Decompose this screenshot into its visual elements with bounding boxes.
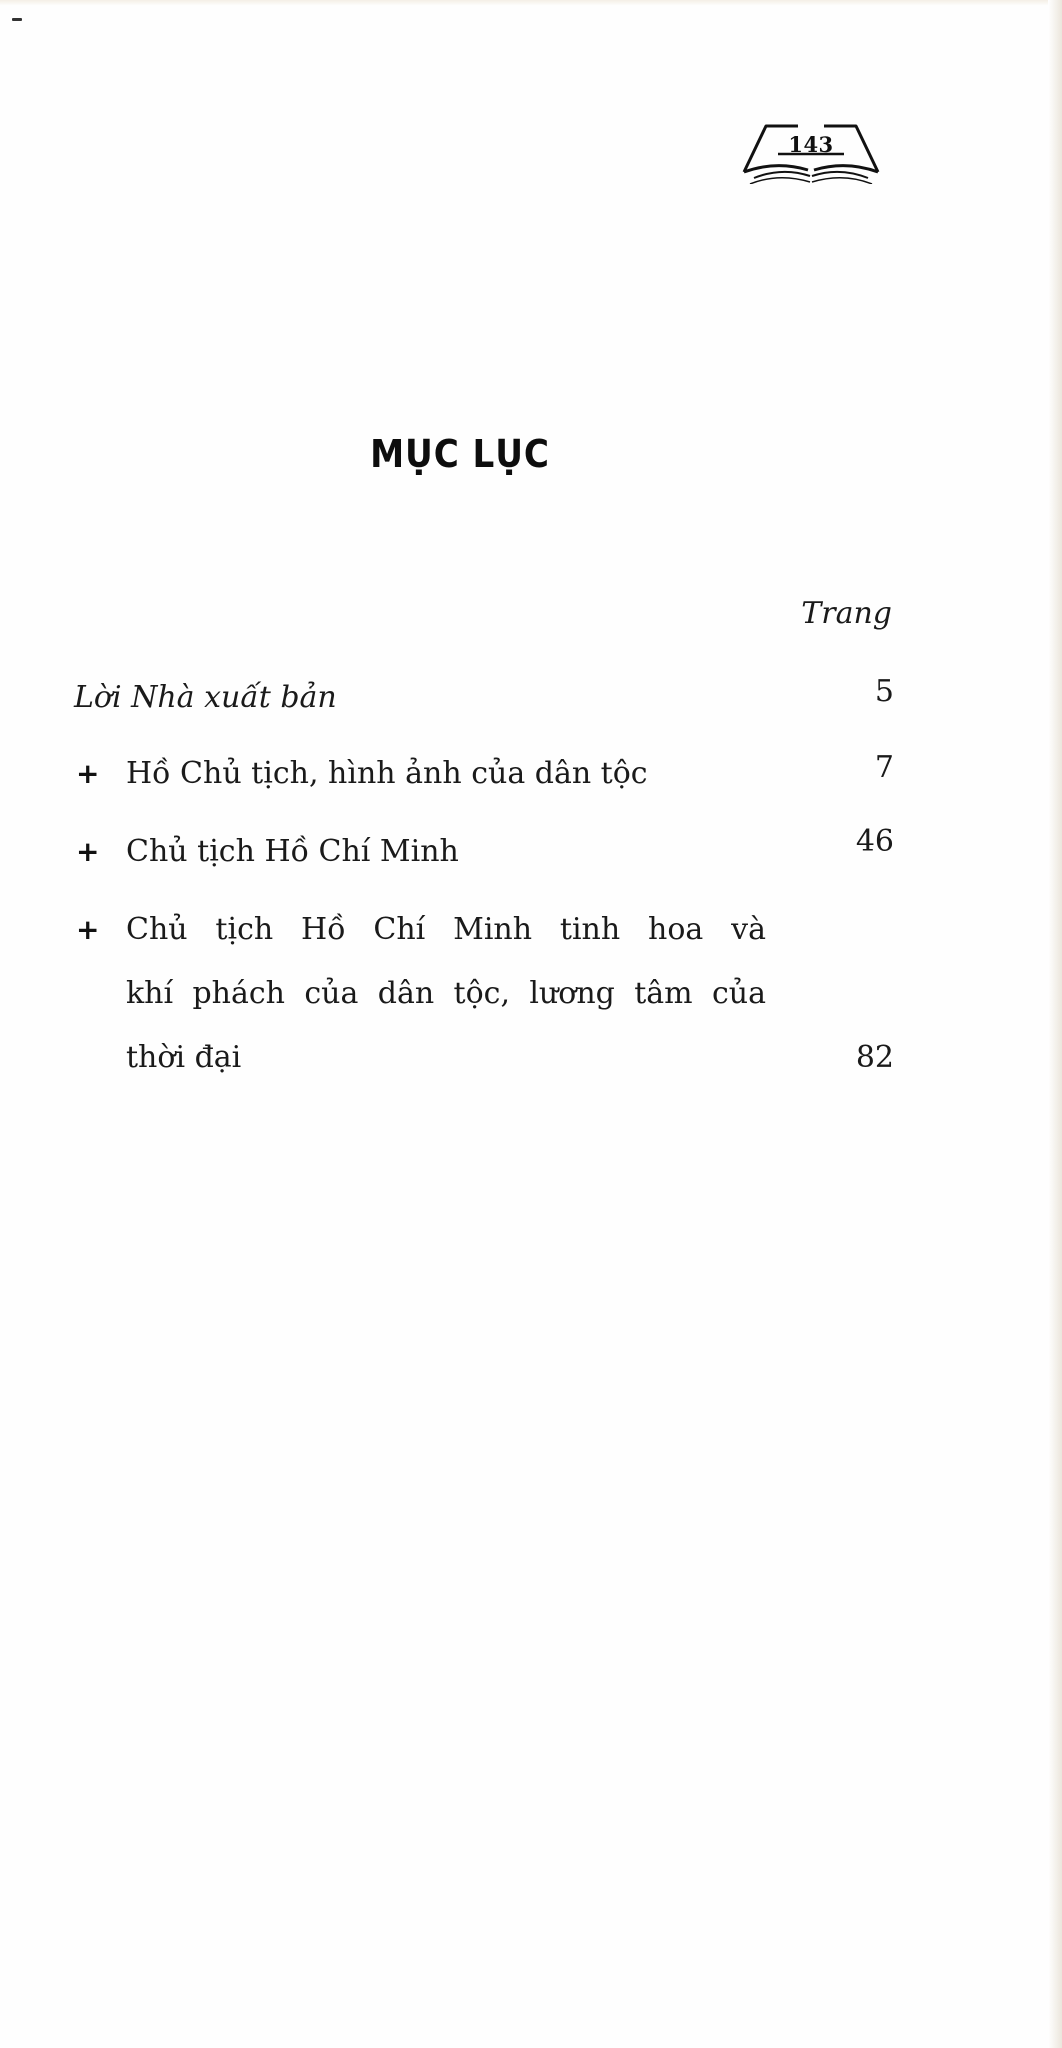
toc-entry-title: Hồ Chủ tịch, hình ảnh của dân tộc [126, 756, 648, 791]
toc-entry-title: Chủ tịch Hồ Chí Minh [126, 834, 459, 869]
plus-bullet-icon: + [76, 835, 100, 868]
toc-entry-page: 46 [855, 824, 894, 859]
toc-entry-line: Chủ tịch Hồ Chí Minh tinh hoa và [126, 912, 766, 947]
toc-entry-page: 5 [874, 674, 894, 709]
toc-entry-preface[interactable] [74, 666, 894, 730]
plus-bullet-icon: + [76, 913, 100, 946]
page-number: 143 [788, 132, 834, 157]
toc-entry-page: 82 [855, 1040, 894, 1075]
toc-entry[interactable] [74, 898, 894, 1090]
scan-mark [12, 18, 22, 21]
page-number-badge [736, 118, 886, 184]
toc-entry-page: 7 [874, 750, 894, 785]
page-top-edge [0, 0, 1062, 6]
toc-entry-line: khí phách của dân tộc, lương tâm của [126, 976, 766, 1011]
toc-entry-title: Lời Nhà xuất bản [74, 680, 337, 715]
page-right-edge [1048, 0, 1062, 2048]
toc-title: MỤC LỤC [370, 432, 550, 476]
page-column-label: Trang [801, 596, 892, 631]
toc-entry-title [126, 898, 766, 1090]
toc-entry[interactable] [74, 742, 894, 806]
plus-bullet-icon: + [76, 757, 100, 790]
toc-entry-line: thời đại [126, 1040, 242, 1075]
toc-entry[interactable] [74, 820, 894, 884]
